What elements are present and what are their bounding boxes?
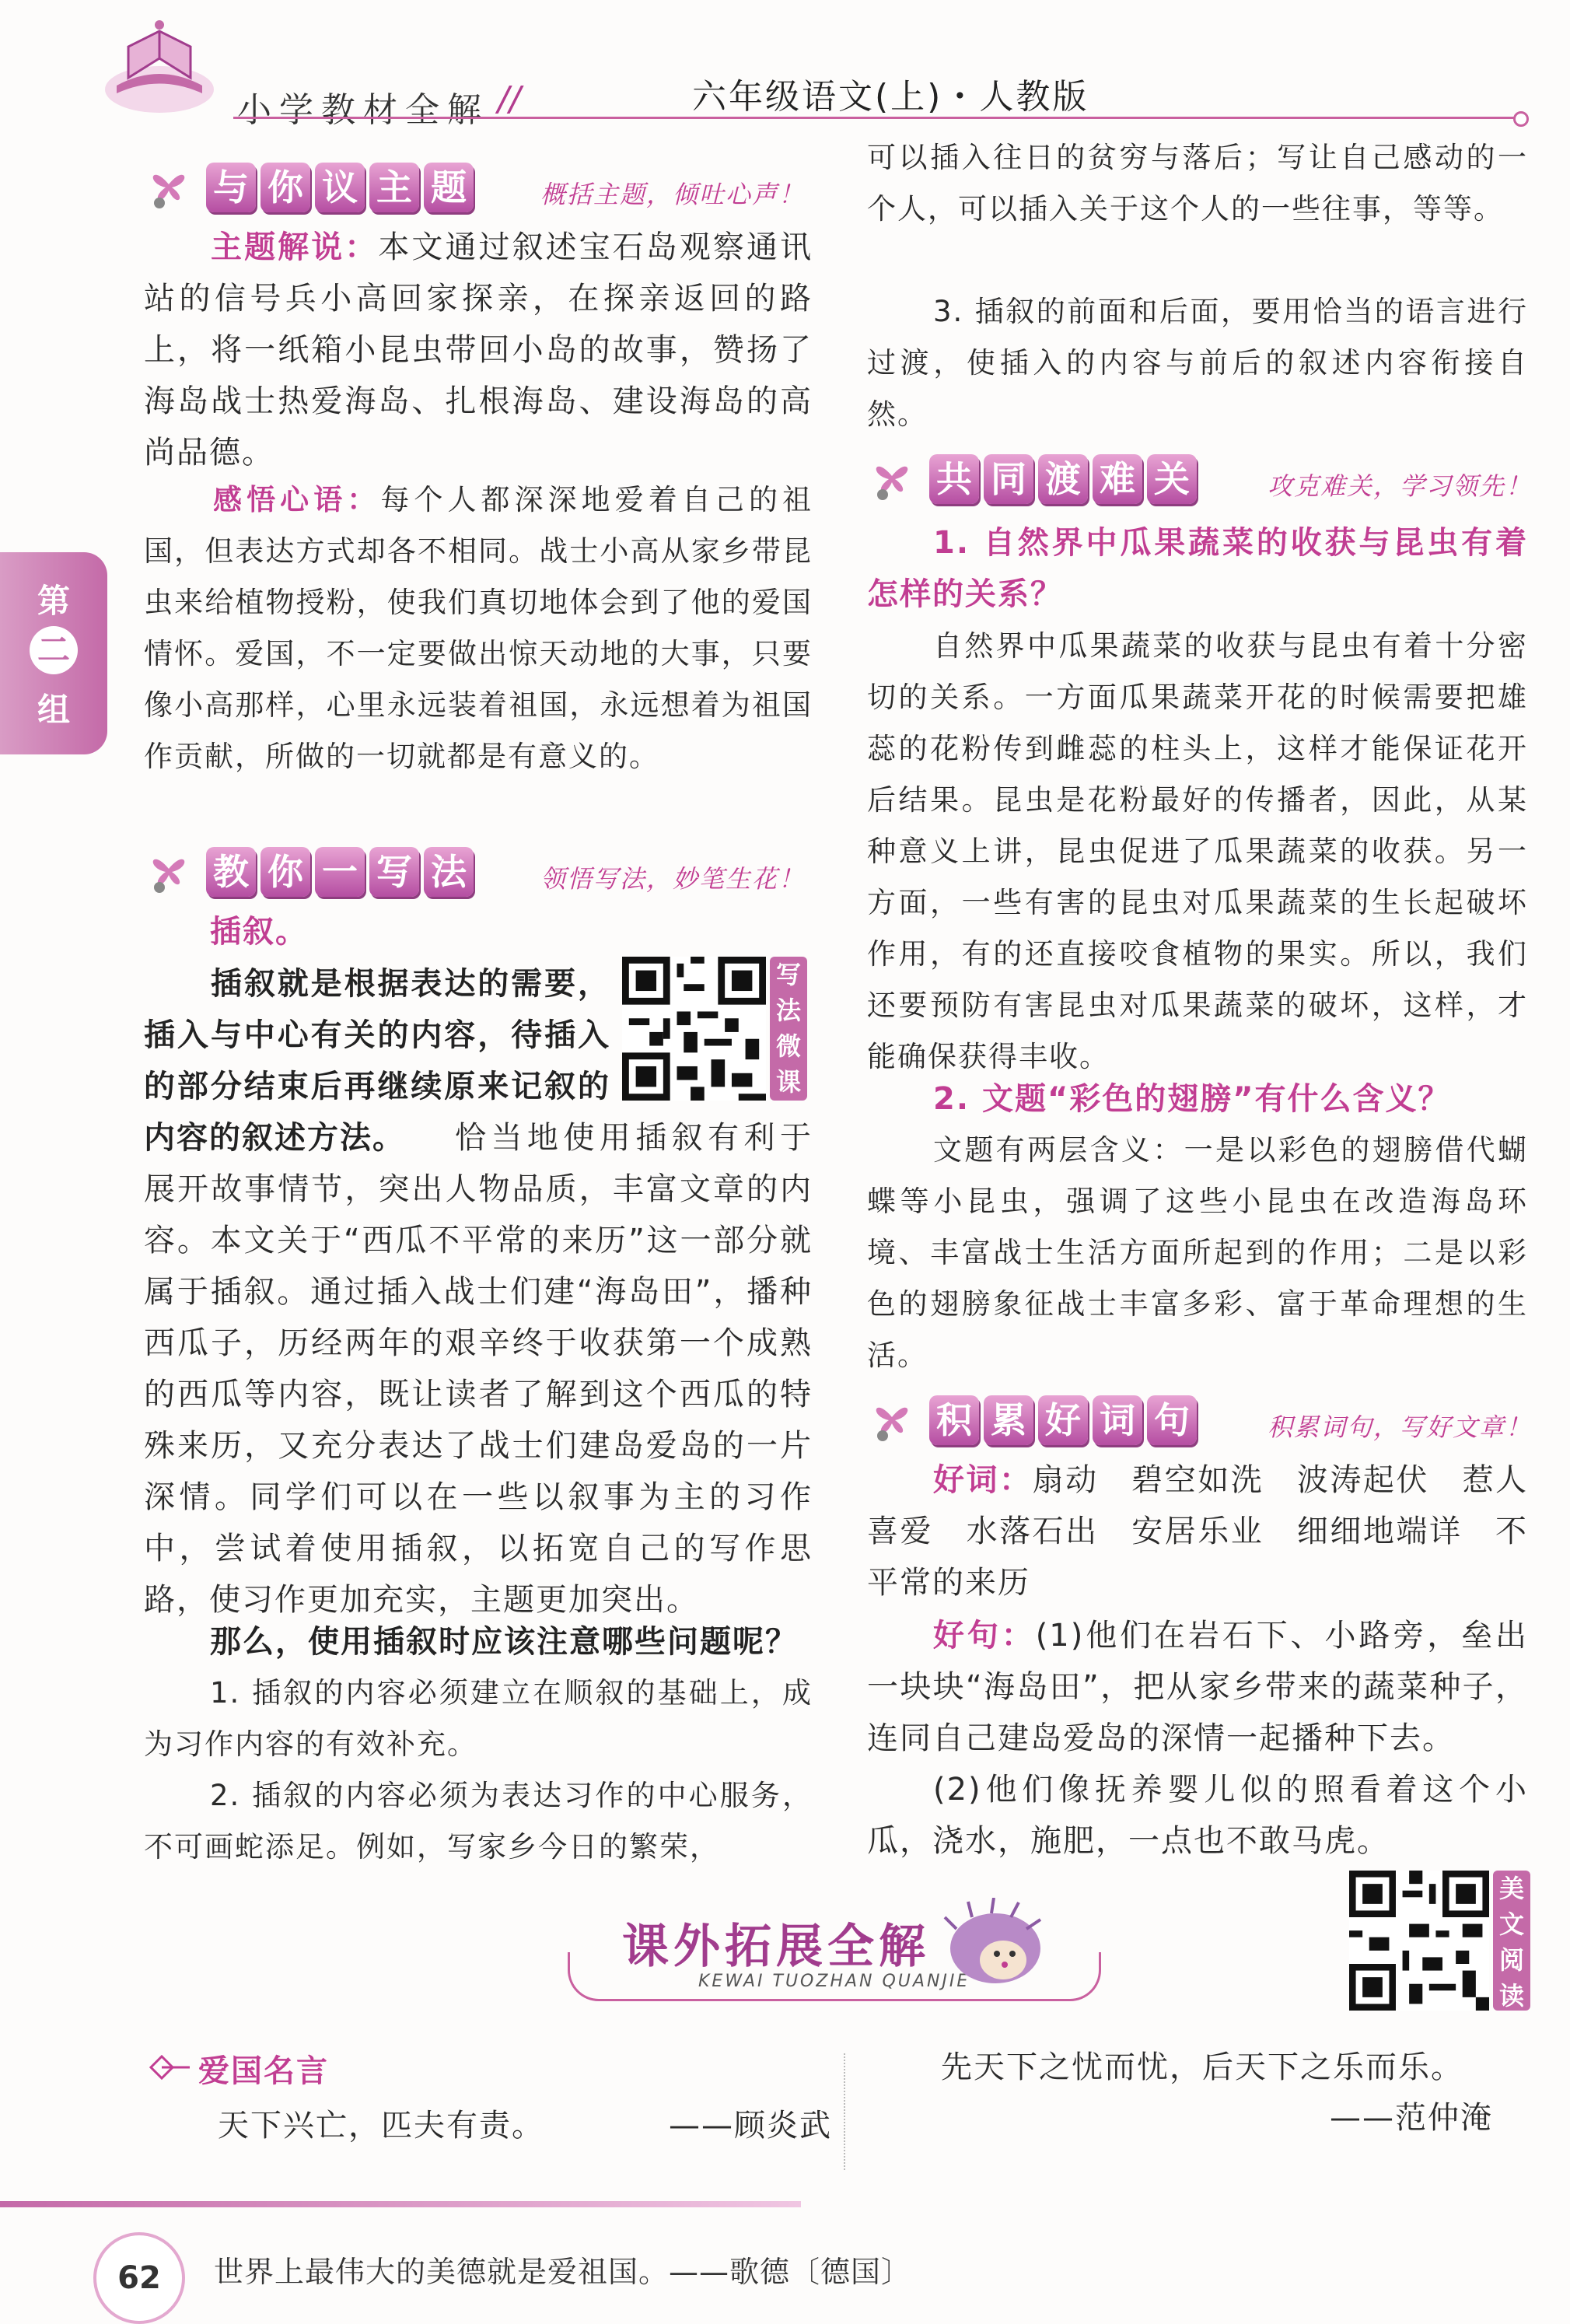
quote1-author: ——顾炎武 xyxy=(669,2108,832,2144)
heading-char: 累 xyxy=(984,1395,1033,1445)
writing-subtitle xyxy=(210,906,677,957)
definition-rest-text: 恰当地使用插叙有利于展开故事情节，突出人物品质，丰富文章的内容。本文关于“西瓜不平常的来历”这一部分就属于插叙。通过插入战士们建“海岛田”，播种西瓜子，历经两年的艰辛终于收获第一个成熟的西瓜等内容，既让读者了解到这个西瓜的特殊来历，又充分表达了战士们建岛爱岛的一片深情。同学们可以在一些以叙事为主的习作中，尝试着使用插叙，以拓宽自己的写作思路，使习作更加充实，主题更加突出。 xyxy=(144,1120,813,1618)
quote1-text: 天下兴亡，匹夫有责。 xyxy=(218,2108,544,2144)
vocab-tagline: 积累词句，写好文章！ xyxy=(1268,1412,1533,1442)
feeling-text: 每个人都深深地爱着自己的祖国，但表达方式却各不相同。战士小高从家乡带昆虫来给植物授粉，使我们真切地体会到了他的爱国情怀。爱国，不一定要做出惊天动地的大事，只要像小高那样，心里永远装着祖国，永远想着为祖国作贡献，所做的一切就都是有意义的。 xyxy=(144,483,813,773)
good-sentences-label: 好句： xyxy=(933,1618,1036,1654)
heading-char: 法 xyxy=(424,847,474,897)
writing-point-2b xyxy=(867,132,1528,235)
difficulty-heading xyxy=(867,451,1551,513)
heading-char: 渡 xyxy=(1038,454,1088,504)
heading-char: 同 xyxy=(984,454,1033,504)
quote-1-text xyxy=(218,2100,607,2151)
header-rule-end-dot xyxy=(1513,111,1529,127)
book-title: 六年级语文(上)・人教版 xyxy=(692,77,1089,117)
heading-char: 主 xyxy=(369,163,419,212)
side-tab-line1: 第 xyxy=(37,582,70,620)
quote-2-text xyxy=(941,2042,1532,2093)
heading-char: 好 xyxy=(1038,1395,1088,1445)
definition-bold-text: 插叙就是根据表达的需要，插入与中心有关的内容，待插入的部分结束后再继续原来记叙的内容的叙述方法。 xyxy=(144,966,610,1156)
header-rule xyxy=(233,117,1516,119)
heading-char: 写 xyxy=(369,847,419,897)
theme-intro-label: 主题解说： xyxy=(210,229,379,265)
qr-code-icon[interactable] xyxy=(1349,1871,1489,2011)
qr-label-char: 微 xyxy=(775,1031,801,1061)
writing-definition-rest xyxy=(144,1112,813,1626)
writing-point-2a xyxy=(144,1770,813,1873)
good-words xyxy=(867,1454,1528,1608)
writing-point-1 xyxy=(144,1668,813,1770)
qr-label-char: 课 xyxy=(775,1067,801,1097)
theme-heading-boxes xyxy=(206,163,474,212)
point2b-text: 可以插入往日的贫穷与落后；写让自己感动的一个人，可以插入关于这个人的一些往事，等等。 xyxy=(867,141,1528,226)
butterfly-icon xyxy=(867,1392,917,1442)
extension-subtitle: KEWAI TUOZHAN QUANJIE xyxy=(698,1972,970,1991)
header-slash: // xyxy=(498,79,521,119)
difficulty-question-1 xyxy=(867,517,1528,620)
writing-heading-boxes xyxy=(206,847,474,897)
heading-char: 句 xyxy=(1147,1395,1197,1445)
heading-char: 你 xyxy=(261,163,310,212)
qr-label-char: 文 xyxy=(1498,1909,1524,1939)
point1-text: 1. 插叙的内容必须建立在顺叙的基础上，成为习作内容的有效补充。 xyxy=(144,1676,813,1761)
point2a-text: 2. 插叙的内容必须为表达习作的中心服务，不可画蛇添足。例如，写家乡今日的繁荣， xyxy=(144,1779,813,1864)
difficulty-tagline: 攻克难关，学习领先！ xyxy=(1268,471,1533,501)
quote-heading xyxy=(198,2046,509,2097)
heading-char: 积 xyxy=(929,1395,979,1445)
writing-question xyxy=(144,1616,813,1668)
qr-code-icon[interactable] xyxy=(622,957,766,1101)
quote2-author: ——范仲淹 xyxy=(1330,2100,1493,2136)
difficulty-heading-boxes xyxy=(929,454,1197,504)
heading-char: 词 xyxy=(1093,1395,1142,1445)
butterfly-icon xyxy=(867,451,917,501)
theme-heading xyxy=(144,159,828,222)
writing-point-3 xyxy=(867,286,1528,440)
sentence1-text: (1)他们在岩石下、小路旁，垒出一块块“海岛田”，把从家乡带来的蔬菜种子，连同自己建岛爱岛的深情一起播种下去。 xyxy=(867,1618,1528,1756)
theme-intro-text: 本文通过叙述宝石岛观察通讯站的信号兵小高回家探亲，在探亲返回的路上，将一纸箱小昆虫带回小岛的故事，赞扬了海岛战士热爱海岛、扎根海岛、建设海岛的高尚品德。 xyxy=(144,229,813,471)
qr-label-char: 美 xyxy=(1498,1874,1524,1903)
heading-char: 关 xyxy=(1147,454,1197,504)
quote-2-author xyxy=(1244,2092,1493,2144)
good-words-text: 扇动 碧空如洗 波涛起伏 惹人喜爱 水落石出 安居乐业 细细地端详 不平常的来历 xyxy=(867,1462,1529,1601)
side-tab-line3: 组 xyxy=(37,691,70,729)
answer2-text: 文题有两层含义：一是以彩色的翅膀借代蝴蝶等小昆虫，强调了这些小昆虫在改造海岛环境、丰富战士生活方面所起到的作用；二是以彩色的翅膀象征战士丰富多彩、富于革命理想的生活。 xyxy=(867,1133,1528,1372)
footer-quote: 世界上最伟大的美德就是爱祖国。——歌德〔德国〕 xyxy=(214,2255,912,2289)
good-words-label: 好词： xyxy=(933,1462,1033,1498)
theme-intro xyxy=(144,222,813,478)
heading-char: 你 xyxy=(261,847,310,897)
quote-divider xyxy=(844,2053,845,2170)
heading-char: 议 xyxy=(315,163,365,212)
quote2-text: 先天下之忧而忧，后天下之乐而乐。 xyxy=(941,2049,1463,2085)
page-header xyxy=(0,0,1570,132)
heading-char: 共 xyxy=(929,454,979,504)
butterfly-icon xyxy=(144,844,194,894)
difficulty-answer-1 xyxy=(867,621,1528,1083)
qr-label-char: 写 xyxy=(775,960,801,989)
good-sentence-1 xyxy=(867,1610,1528,1764)
series-name: 小学教材全解 xyxy=(237,90,489,130)
butterfly-icon xyxy=(144,159,194,209)
difficulty-question-2 xyxy=(867,1073,1528,1125)
quote-1-author xyxy=(638,2100,832,2151)
heading-char: 题 xyxy=(424,163,474,212)
qr-label-reading xyxy=(1493,1871,1530,2011)
heading-char: 教 xyxy=(206,847,256,897)
qr-label-char: 阅 xyxy=(1498,1945,1524,1975)
point3-text: 3. 插叙的前面和后面，要用恰当的语言进行过渡，使插入的内容与前后的叙述内容衔接自然。 xyxy=(867,295,1528,431)
writing-question-text: 那么，使用插叙时应该注意哪些问题呢？ xyxy=(210,1624,798,1660)
extension-title: 课外拓展全解 xyxy=(622,1920,930,1974)
heading-char: 难 xyxy=(1093,454,1142,504)
diamond-bullet-icon xyxy=(148,2053,191,2081)
question2-text: 2. 文题“彩色的翅膀”有什么含义？ xyxy=(933,1081,1451,1117)
hedgehog-icon xyxy=(941,1898,1050,1991)
good-sentence-2 xyxy=(867,1764,1528,1867)
writing-heading xyxy=(144,844,828,906)
qr-label-char: 法 xyxy=(775,996,801,1025)
answer1-text: 自然界中瓜果蔬菜的收获与昆虫有着十分密切的关系。一方面瓜果蔬菜开花的时候需要把雄蕊的花粉传到雌蕊的柱头上，这样才能保证花开后结果。昆虫是花粉最好的传播者，因此，从某种意义上讲，昆虫促进了瓜果蔬菜的收获。另一方面，一些有害的昆虫对瓜果蔬菜的生长起破坏作用，有的还直接咬食植物的果实。所以，我们还要预防有害昆虫对瓜果蔬菜的破坏，这样，才能确保获得丰收。 xyxy=(867,629,1528,1073)
writing-tagline: 领悟写法，妙笔生花！ xyxy=(540,864,806,894)
sentence2-text: (2)他们像抚养婴儿似的照看着这个小瓜，浇水，施肥，一点也不敢马虎。 xyxy=(867,1772,1528,1859)
footer-rule xyxy=(0,2201,801,2207)
vocab-heading-boxes xyxy=(929,1395,1197,1445)
heading-char: 一 xyxy=(315,847,365,897)
book-logo-icon xyxy=(101,16,218,117)
qr-label-writing xyxy=(770,957,807,1101)
vocab-heading xyxy=(867,1392,1551,1454)
unit-side-tab xyxy=(0,552,107,754)
heading-char: 与 xyxy=(206,163,256,212)
difficulty-answer-2 xyxy=(867,1125,1528,1381)
writing-subtitle-text: 插叙。 xyxy=(210,914,308,950)
qr-label-char: 读 xyxy=(1498,1981,1524,2011)
side-tab-number: 二 xyxy=(30,626,78,674)
question1-text: 1. 自然界中瓜果蔬菜的收获与昆虫有着怎样的关系？ xyxy=(867,525,1528,612)
theme-feeling xyxy=(144,474,813,782)
theme-tagline: 概括主题，倾吐心声！ xyxy=(540,180,806,209)
feeling-label: 感悟心语： xyxy=(210,483,381,516)
quote-heading-text: 爱国名言 xyxy=(198,2053,329,2089)
page-number: 62 xyxy=(93,2232,185,2324)
